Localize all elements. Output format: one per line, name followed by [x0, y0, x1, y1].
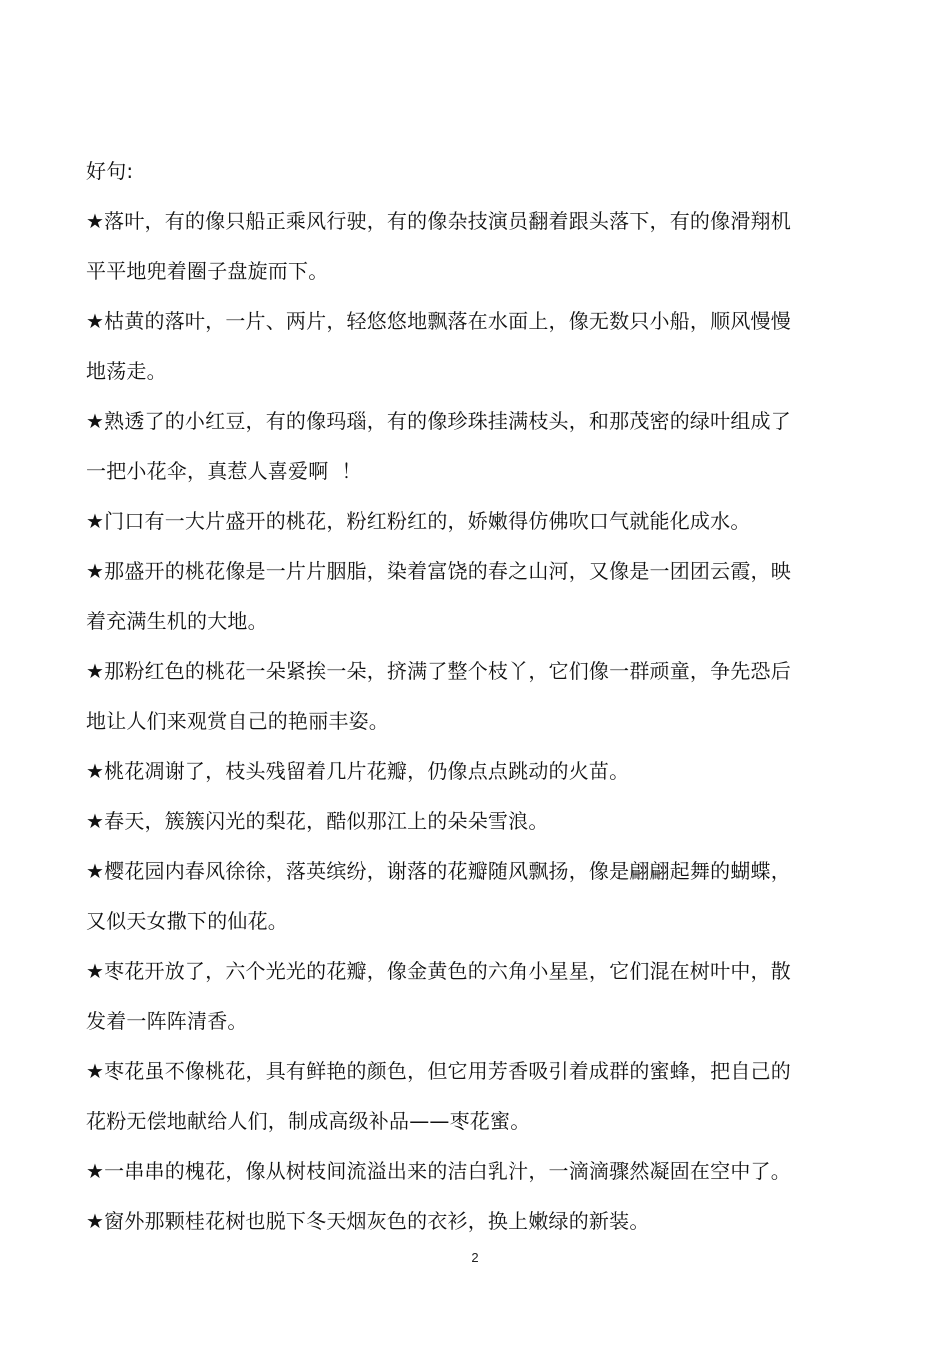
sentence-line: ★桃花凋谢了，枝头残留着几片花瓣，仍像点点跳动的火苗。 — [86, 759, 630, 783]
sentence-item — [86, 546, 826, 646]
sentence-item — [86, 196, 826, 296]
sentence-item — [86, 296, 826, 396]
page-number: 2 — [471, 1250, 479, 1265]
sentence-item — [86, 396, 826, 496]
sentence-item — [86, 1146, 826, 1196]
sentence-item — [86, 646, 826, 746]
sentence-line: ★门口有一大片盛开的桃花，粉红粉红的，娇嫩得仿佛吹口气就能化成水。 — [86, 509, 751, 533]
sentence-line: ★窗外那颗桂花树也脱下冬天烟灰色的衣衫，换上嫩绿的新装。 — [86, 1209, 650, 1233]
sentence-line: ★熟透了的小红豆，有的像玛瑙，有的像珍珠挂满枝头，和那茂密的绿叶组成了 — [86, 409, 791, 433]
sentence-line: 又似天女撒下的仙花。 — [86, 909, 288, 933]
sentence-line: 平平地兜着圈子盘旋而下。 — [86, 259, 329, 283]
sentence-line: 地荡走。 — [86, 359, 167, 383]
sentence-item — [86, 1046, 826, 1146]
sentence-list — [86, 196, 826, 1246]
section-heading: 好句: — [86, 159, 134, 183]
sentence-line: ★枯黄的落叶，一片、两片，轻悠悠地飘落在水面上，像无数只小船，顺风慢慢 — [86, 309, 791, 333]
sentence-item — [86, 946, 826, 1046]
sentence-line: 地让人们来观赏自己的艳丽丰姿。 — [86, 709, 389, 733]
sentence-item — [86, 796, 826, 846]
sentence-line: ★一串串的槐花，像从树枝间流溢出来的洁白乳汁，一滴滴骤然凝固在空中了。 — [86, 1159, 791, 1183]
sentence-line: ★那粉红色的桃花一朵紧挨一朵，挤满了整个枝丫，它们像一群顽童，争先恐后 — [86, 659, 791, 683]
sentence-item — [86, 746, 826, 796]
sentence-line: 着充满生机的大地。 — [86, 609, 268, 633]
sentence-item — [86, 496, 826, 546]
sentence-line: ★枣花开放了，六个光光的花瓣，像金黄色的六角小星星，它们混在树叶中，散 — [86, 959, 791, 983]
sentence-line: 一把小花伞，真惹人喜爱啊 ！ — [86, 459, 362, 483]
sentence-line: ★春天，簇簇闪光的梨花，酷似那江上的朵朵雪浪。 — [86, 809, 549, 833]
sentence-line: 花粉无偿地献给人们，制成高级补品——枣花蜜。 — [86, 1109, 531, 1133]
sentence-line: ★那盛开的桃花像是一片片胭脂，染着富饶的春之山河，又像是一团团云霞，映 — [86, 559, 791, 583]
sentence-item — [86, 1196, 826, 1246]
sentence-line: ★枣花虽不像桃花，具有鲜艳的颜色，但它用芳香吸引着成群的蜜蜂，把自己的 — [86, 1059, 791, 1083]
sentence-item — [86, 846, 826, 946]
document-body — [86, 146, 826, 1246]
sentence-line: ★樱花园内春风徐徐，落英缤纷，谢落的花瓣随风飘扬，像是翩翩起舞的蝴蝶， — [86, 859, 791, 883]
sentence-line: 发着一阵阵清香。 — [86, 1009, 248, 1033]
sentence-line: ★落叶，有的像只船正乘风行驶，有的像杂技演员翻着跟头落下，有的像滑翔机 — [86, 209, 791, 233]
